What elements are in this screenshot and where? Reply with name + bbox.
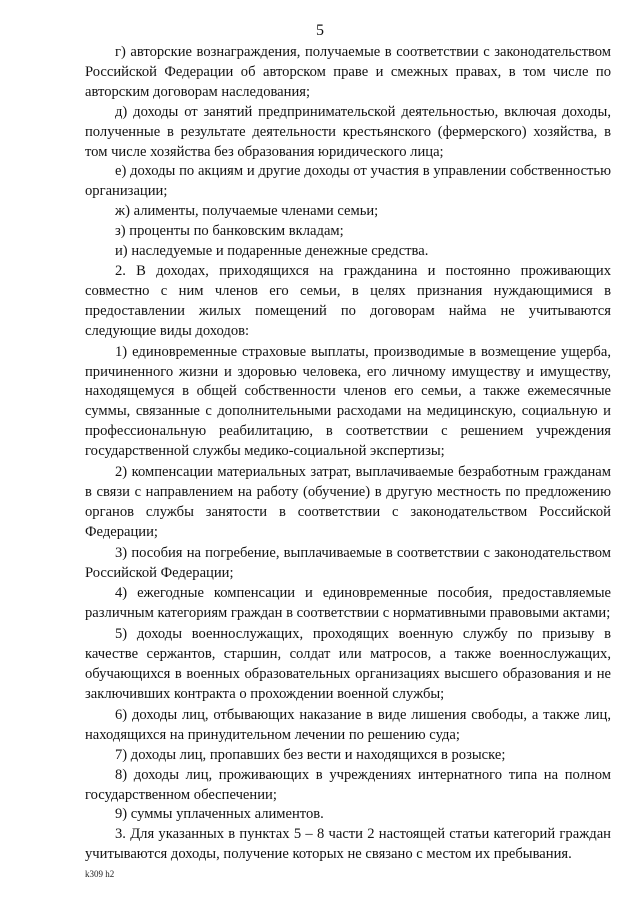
document-body (85, 43, 611, 865)
list-item-2-compensation: 2) компенсации материальных затрат, выплачиваемые безработным гражданам в связи с направлением на работу (обучение) в другую местность по предложению органов службы занятости в соответствии с законодательством Российской Федерации; (85, 464, 611, 540)
list-item-9-paid-alimony: 9) суммы уплаченных алиментов. (115, 806, 324, 823)
paragraph-g-copyright-royalties: г) авторские вознаграждения, получаемые в соответствии с законодательством Российской Федерации об авторском праве и смежных правах, в том числе по авторским договорам наследования; (85, 44, 611, 100)
list-item-7-missing-persons: 7) доходы лиц, пропавших без вести и находящихся в розыске; (115, 746, 506, 763)
list-item-5-military-income: 5) доходы военнослужащих, проходящих военную службу по призыву в качестве сержантов, старшин, солдат или матросов, а также военнослужащих, обучающихся в военных образовательных организациях высшего образования и не заключивших контракта о прохождении военной службы; (85, 626, 611, 702)
paragraph-i-inherited-funds: и) наследуемые и подаренные денежные средства. (115, 243, 429, 260)
list-item-3-funeral-allowance: 3) пособия на погребение, выплачиваемые в соответствии с законодательством Российской Федерации; (85, 544, 611, 581)
footer-code: k309 h2 (85, 869, 115, 879)
list-item-4-annual-compensation: 4) ежегодные компенсации и единовременные пособия, предоставляемые различным категориям граждан в соответствии с нормативными правовыми актами; (85, 585, 611, 622)
list-item-1-insurance-payments: 1) единовременные страховые выплаты, производимые в возмещение ущерба, причиненного жизни и здоровью человека, его личному имуществу и имуществу, находящемуся в общей собственности членов его семьи, а также ежемесячные суммы, связанные с дополнительными расходами на медицинскую, социальную и профессиональную реабилитацию, в соответствии с решением учреждения государственной службы медико-социальной экспертизы; (85, 343, 611, 460)
list-item-6-imprisoned-income: 6) доходы лиц, отбывающих наказание в виде лишения свободы, а также лиц, находящихся на принудительном лечении по решению суда; (85, 706, 611, 743)
list-item-8-residential-institutions: 8) доходы лиц, проживающих в учреждениях интернатного типа на полном государственном обеспечении; (85, 766, 611, 803)
paragraph-d-business-income: д) доходы от занятий предпринимательской деятельностью, включая доходы, полученные в результате деятельности крестьянского (фермерского) хозяйства, в том числе хозяйства без образования юридического лица; (85, 103, 611, 160)
paragraph-e-shares-income: е) доходы по акциям и другие доходы от участия в управлении собственностью организации; (85, 163, 611, 200)
paragraph-z-bank-interest: з) проценты по банковским вкладам; (115, 223, 344, 240)
paragraph-zh-alimony: ж) алименты, получаемые членами семьи; (115, 203, 379, 220)
paragraph-part-2-intro: 2. В доходах, приходящихся на гражданина и постоянно проживающих совместно с ним членов его семьи, в целях признания нуждающимися в предоставлении жилых помещений по договорам найма не учитываются следующие виды доходов: (85, 262, 611, 339)
paragraph-part-3: 3. Для указанных в пунктах 5 – 8 части 2 настоящей статьи категорий граждан учитываются доходы, получение которых не связано с местом их пребывания. (85, 826, 611, 863)
page-number: 5 (316, 22, 324, 39)
